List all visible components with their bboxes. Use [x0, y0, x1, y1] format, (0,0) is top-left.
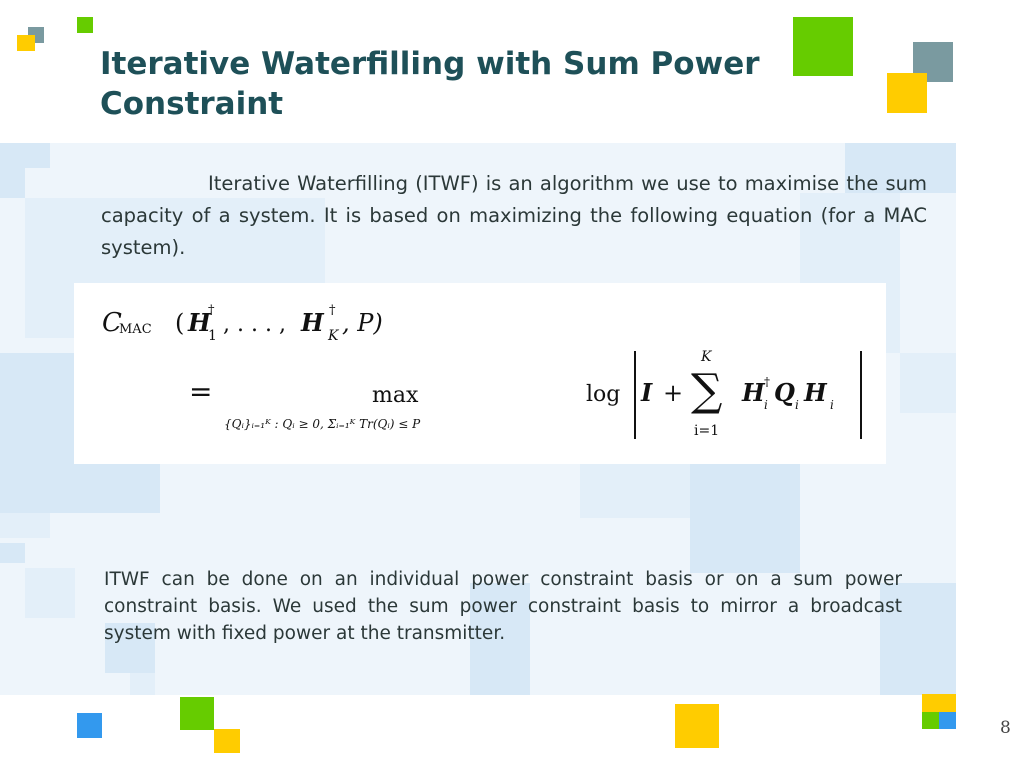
bg-tile	[130, 673, 155, 695]
decor-square-yellow	[214, 729, 240, 753]
bg-tile	[580, 463, 690, 518]
decor-square-blue	[939, 712, 956, 729]
eq-term-q: Q	[774, 378, 795, 407]
eq-identity: I	[641, 378, 653, 407]
eq-lhs-open: (	[175, 309, 185, 337]
equation-box	[74, 283, 886, 464]
eq-equals: =	[189, 375, 213, 408]
eq-sum-lower: i=1	[694, 423, 720, 439]
decor-square-green	[77, 17, 93, 33]
eq-dagger-k: †	[329, 303, 336, 318]
decor-square-green	[922, 712, 939, 729]
eq-dagger-1: †	[208, 303, 215, 318]
itwf-paragraph: ITWF can be done on an individual power constraint basis or on a sum power constraint basis. We used the sum power constraint basis to mirror a broadcast system with fixed power at the transmitter.	[104, 569, 902, 644]
eq-lhs-sub: MAC	[119, 322, 152, 337]
eq-term-h2: H	[804, 378, 827, 407]
decor-square-yellow	[17, 35, 35, 51]
decor-square-yellow	[922, 694, 956, 712]
bg-tile	[900, 353, 956, 413]
eq-sum-sigma: ∑	[691, 365, 723, 416]
eq-sub-k: K	[328, 328, 339, 344]
intro-paragraph: Iterative Waterfilling (ITWF) is an algorithm we use to maximise the sum capacity of a system. It is based on maximizing the following equation (for a MAC system).	[101, 172, 927, 259]
eq-h1: H	[188, 308, 211, 337]
eq-dots: , . . . ,	[223, 312, 286, 337]
eq-sub-1: 1	[208, 328, 217, 344]
eq-lhs-c: C	[102, 308, 122, 338]
eq-log: log	[586, 382, 621, 407]
eq-constraint: {Qᵢ}ᵢ₌₁ᴷ : Qᵢ ≥ 0, Σᵢ₌₁ᴷ Tr(Qᵢ) ≤ P	[224, 417, 421, 431]
eq-term-i1: i	[764, 398, 768, 412]
bg-tile	[0, 513, 50, 538]
slide-title: Iterative Waterfilling with Sum Power Constraint	[100, 46, 760, 122]
eq-term-i3: i	[830, 398, 834, 412]
eq-term-i2: i	[795, 398, 799, 412]
bg-tile	[25, 568, 75, 618]
decor-square-blue	[77, 713, 102, 738]
eq-hk: H	[301, 308, 324, 337]
bg-tile	[0, 168, 25, 198]
decor-square-yellow	[887, 73, 927, 113]
decor-square-yellow	[675, 704, 719, 748]
bg-tile	[690, 463, 800, 573]
eq-term-dagger: †	[764, 375, 770, 389]
eq-plus: +	[663, 379, 684, 407]
mac-capacity-equation	[74, 283, 886, 464]
bg-tile	[0, 143, 50, 168]
eq-sum-upper: K	[701, 349, 712, 365]
decor-square-green	[180, 697, 214, 730]
eq-lhs-tail: , P)	[342, 309, 383, 337]
eq-max: max	[372, 383, 419, 408]
eq-term-h: H	[742, 378, 765, 407]
bg-tile	[0, 543, 25, 563]
page-number: 8	[1000, 718, 1011, 738]
